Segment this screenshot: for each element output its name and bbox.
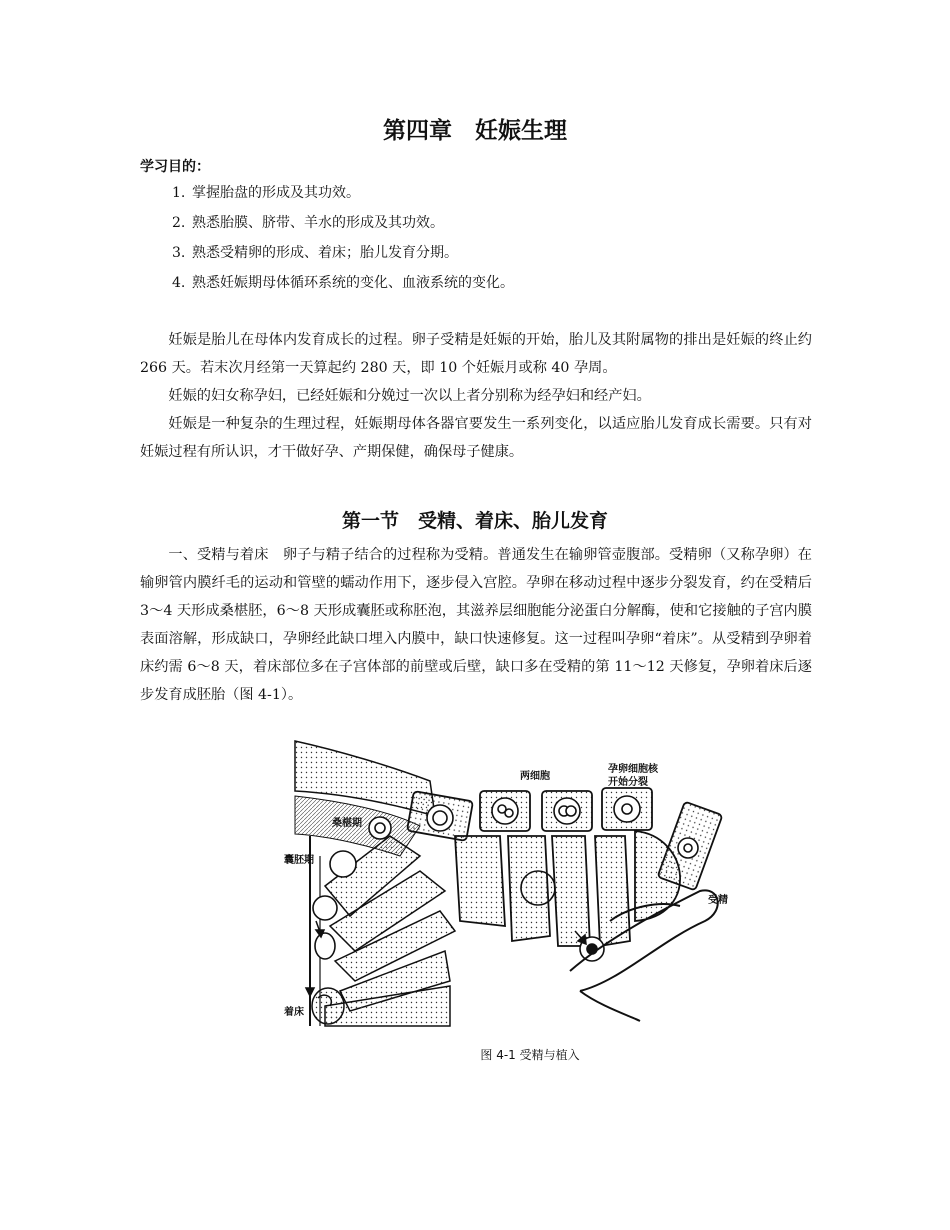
label-morula: 桑椹期 bbox=[332, 818, 362, 829]
label-blastocyst: 囊胚期 bbox=[284, 855, 314, 866]
objective-number: 1. bbox=[172, 185, 186, 201]
objective-item bbox=[172, 182, 514, 212]
intro-paragraph: 妊娠是胎儿在母体内发育成长的过程。卵子受精是妊娠的开始，胎儿及其附属物的排出是妊娠的终止约 266 天。若末次月经第一天算起约 280 天，即 10 个妊娠月或称 40 孕周。 bbox=[140, 332, 812, 376]
objective-text: 熟悉受精卵的形成、着床；胎儿发育分期。 bbox=[192, 245, 458, 261]
label-fertilization: 受精 bbox=[708, 895, 728, 906]
objective-number: 2. bbox=[172, 215, 186, 231]
objective-item bbox=[172, 272, 514, 302]
chapter-title: 第四章 妊娠生理 bbox=[383, 118, 567, 144]
intro-paragraph: 妊娠是一种复杂的生理过程，妊娠期母体各器官要发生一系列变化，以适应胎儿发育成长需要。只有对妊娠过程有所认识，才干做好孕、产期保健，确保母子健康。 bbox=[140, 416, 812, 460]
section-title: 第一节 受精、着床、胎儿发育 bbox=[341, 510, 608, 532]
label-two-cells: 两细胞 bbox=[520, 771, 550, 782]
label-nucleus-split: 孕卵细胞核 开始分裂 bbox=[608, 764, 658, 788]
fertilization-diagram bbox=[280, 736, 740, 1036]
label-implantation: 着床 bbox=[284, 1007, 304, 1018]
objective-text: 熟悉妊娠期母体循环系统的变化、血液系统的变化。 bbox=[192, 275, 514, 291]
section-paragraph: 一、受精与着床 卵子与精子结合的过程称为受精。普通发生在输卵管壶腹部。受精卵（又称孕卵）在输卵管内膜纤毛的运动和管壁的蠕动作用下，逐步侵入宫腔。孕卵在移动过程中逐步分裂发育，约在受精后 3～4 天形成桑椹胚，6～8 天形成囊胚或称胚泡，其滋养层细胞能分泌蛋白分解酶，使和它接触的子宫内膜表面溶解，形成缺口，孕卵经此缺口埋入内膜中，缺口快速修复。这一过程叫孕卵“着床”。从受精到孕卵着床约需 6～8 天，着床部位多在子宫体部的前壁或后壁，缺口多在受精的第 11～12 天修复，孕卵着床后逐步发育成胚胎（图 4-1）。 bbox=[140, 547, 812, 703]
objectives-heading: 学习目的： bbox=[140, 159, 210, 175]
objective-number: 3. bbox=[172, 245, 186, 261]
fertilization-figure bbox=[280, 736, 740, 1036]
objective-number: 4. bbox=[172, 275, 186, 291]
intro-paragraph: 妊娠的妇女称孕妇，已经妊娠和分娩过一次以上者分别称为经孕妇和经产妇。 bbox=[168, 388, 651, 404]
objective-text: 熟悉胎膜、脐带、羊水的形成及其功效。 bbox=[192, 215, 444, 231]
objective-text: 掌握胎盘的形成及其功效。 bbox=[192, 185, 360, 201]
figure-caption: 图 4-1 受精与植入 bbox=[480, 1048, 580, 1062]
objective-item bbox=[172, 212, 514, 242]
implanted-embryo bbox=[312, 988, 344, 1024]
objective-item bbox=[172, 242, 514, 272]
objectives-list bbox=[172, 182, 514, 302]
